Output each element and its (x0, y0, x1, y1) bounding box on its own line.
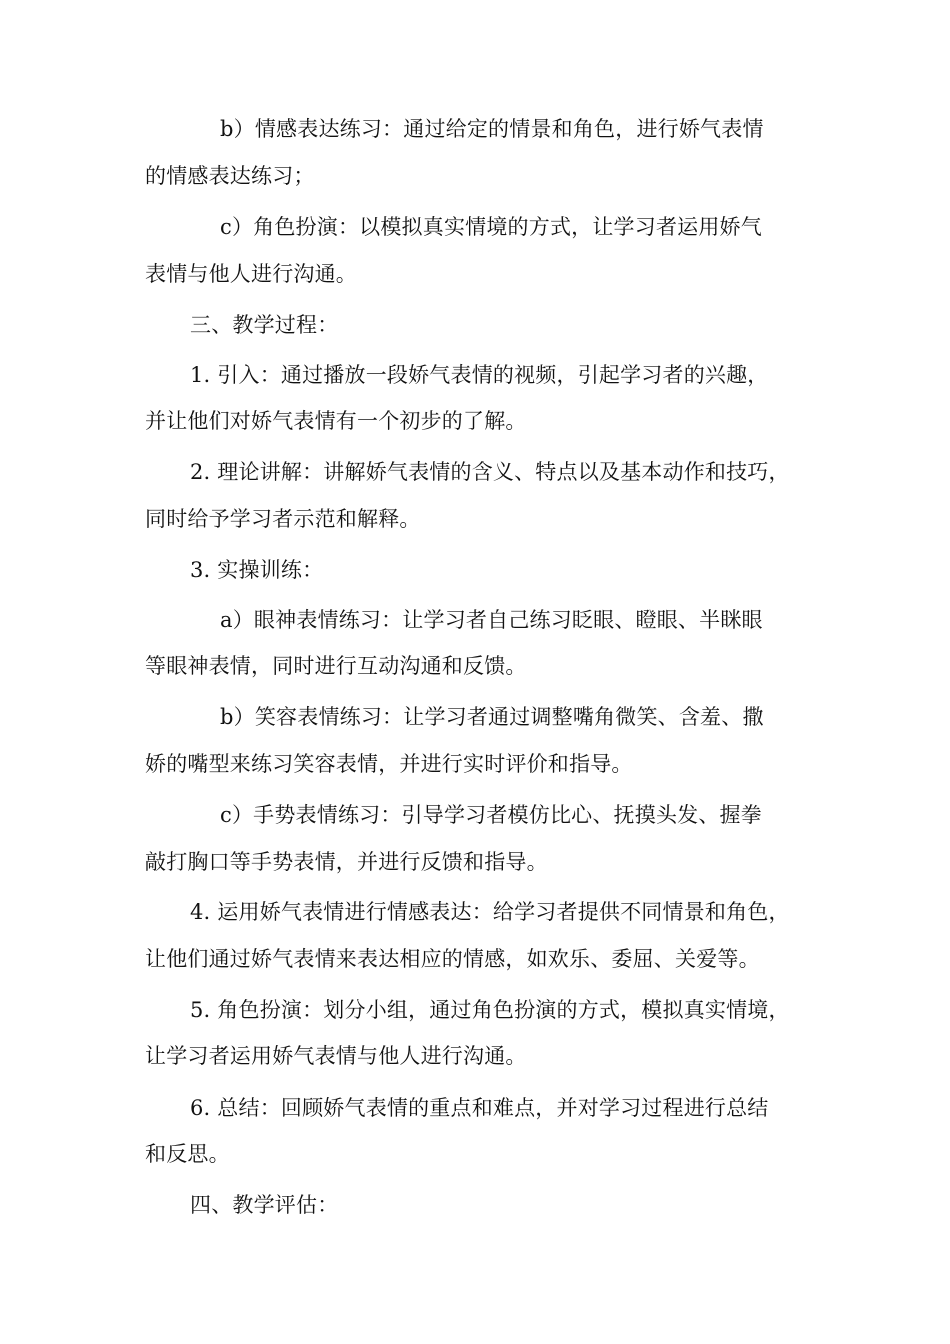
substep-a-line-1: a）眼神表情练习：让学习者自己练习眨眼、瞪眼、半眯眼 (220, 608, 763, 632)
section-heading-3: 三、教学过程： (190, 313, 339, 337)
step-2-line-1: 2. 理论讲解：讲解娇气表情的含义、特点以及基本动作和技巧， (190, 460, 790, 484)
step-4-line-1: 4. 运用娇气表情进行情感表达：给学习者提供不同情景和角色， (190, 900, 790, 924)
section-heading-4: 四、教学评估： (190, 1193, 339, 1217)
substep-c-line-2: 敲打胸口等手势表情，并进行反馈和指导。 (145, 850, 548, 874)
paragraph-c-line-1: c）角色扮演：以模拟真实情境的方式，让学习者运用娇气 (220, 215, 762, 239)
step-5-line-2: 让学习者运用娇气表情与他人进行沟通。 (145, 1044, 527, 1068)
step-2-line-2: 同时给予学习者示范和解释。 (145, 507, 421, 531)
step-1-line-1: 1. 引入：通过播放一段娇气表情的视频，引起学习者的兴趣， (190, 363, 769, 387)
step-3-heading: 3. 实操训练： (190, 558, 324, 582)
substep-a-line-2: 等眼神表情，同时进行互动沟通和反馈。 (145, 654, 527, 678)
step-4-line-2: 让他们通过娇气表情来表达相应的情感，如欢乐、委屈、关爱等。 (145, 947, 760, 971)
step-1-line-2: 并让他们对娇气表情有一个初步的了解。 (145, 409, 527, 433)
substep-c-line-1: c）手势表情练习：引导学习者模仿比心、抚摸头发、握拳 (220, 803, 762, 827)
paragraph-b-line-2: 的情感表达练习； (145, 164, 315, 188)
step-5-line-1: 5. 角色扮演：划分小组，通过角色扮演的方式，模拟真实情境， (190, 998, 790, 1022)
substep-b-line-1: b）笑容表情练习：让学习者通过调整嘴角微笑、含羞、撒 (220, 705, 764, 729)
step-6-line-2: 和反思。 (145, 1142, 230, 1166)
paragraph-b-line-1: b）情感表达练习：通过给定的情景和角色，进行娇气表情 (220, 117, 764, 141)
paragraph-c-line-2: 表情与他人进行沟通。 (145, 262, 357, 286)
substep-b-line-2: 娇的嘴型来练习笑容表情，并进行实时评价和指导。 (145, 752, 633, 776)
step-6-line-1: 6. 总结：回顾娇气表情的重点和难点，并对学习过程进行总结 (190, 1096, 769, 1120)
